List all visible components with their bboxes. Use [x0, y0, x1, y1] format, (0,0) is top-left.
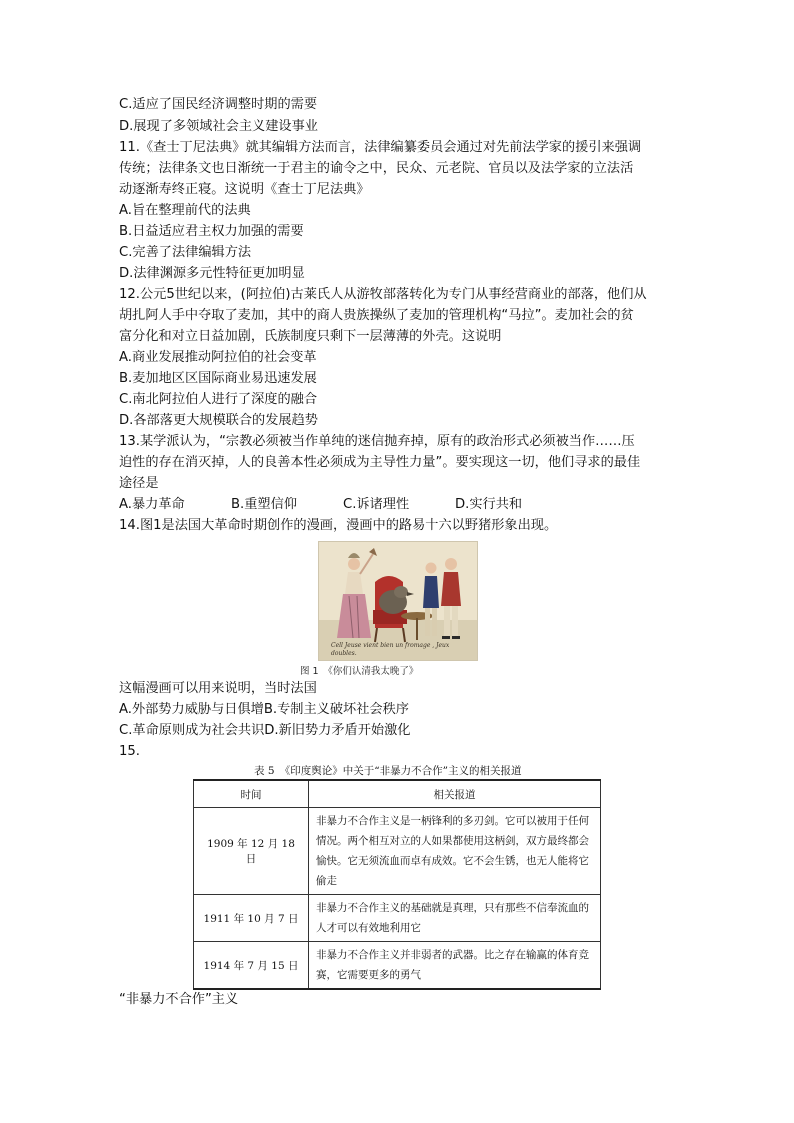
- q12-option-d: D.各部落更大规模联合的发展趋势: [119, 413, 318, 428]
- table-row: [194, 895, 601, 942]
- q15-number: 15.: [119, 744, 140, 759]
- q10-option-c: C.适应了国民经济调整时期的需要: [119, 97, 318, 112]
- cartoon-inscription: Cell Jeuse vient bien un fromage , Jeux doubles.: [331, 642, 450, 657]
- q14-stem-1: 14.图1是法国大革命时期创作的漫画，漫画中的路易十六以野猪形象出现。: [119, 518, 558, 533]
- q11-option-d: D.法律渊源多元性特征更加明显: [119, 266, 305, 281]
- q14-options-ab: A.外部势力威胁与日俱增B.专制主义破坏社会秩序: [119, 702, 409, 717]
- q13-stem-3: 途径是: [119, 476, 159, 491]
- q12-stem-1: 12.公元5世纪以来，(阿拉伯)古莱氏人从游牧部落转化为专门从事经营商业的部落，他们从: [119, 287, 647, 302]
- q10-option-d: D.展现了多领域社会主义建设事业: [119, 119, 318, 134]
- q11-option-c: C.完善了法律编辑方法: [119, 245, 252, 260]
- q12-option-a: A.商业发展推动阿拉伯的社会变革: [119, 350, 317, 365]
- table-row: [194, 942, 601, 990]
- q15-stem-tail: “非暴力不合作”主义: [119, 992, 239, 1007]
- q13-option-b: B.重塑信仰: [231, 497, 297, 512]
- row-date: 1911 年 10 月 7 日: [194, 895, 309, 942]
- table-title: 表 5 《印度舆论》中关于“非暴力不合作”主义的相关报道: [254, 765, 522, 777]
- q12-option-c: C.南北阿拉伯人进行了深度的融合: [119, 392, 318, 407]
- q13-stem-2: 迫性的存在消灭掉，人的良善本性必须成为主导性力量”。要实现这一切，他们寻求的最佳: [119, 455, 641, 470]
- q13-option-d: D.实行共和: [455, 497, 523, 512]
- q11-option-b: B.日益适应君主权力加强的需要: [119, 224, 304, 239]
- q12-stem-3: 富分化和对立日益加剧，氏族制度只剩下一层薄薄的外壳。这说明: [119, 329, 502, 344]
- row-text: 非暴力不合作主义并非弱者的武器。比之存在输赢的体育竞赛，它需要更多的勇气: [309, 942, 601, 990]
- q13-option-a: A.暴力革命: [119, 497, 185, 512]
- header-report: 相关报道: [309, 780, 601, 808]
- cartoon-figure: [318, 541, 478, 661]
- q13-option-c: C.诉诸理性: [343, 497, 410, 512]
- q11-stem-2: 传统；法律条文也日渐统一于君主的谕令之中，民众、元老院、官员以及法学家的立法活: [119, 161, 634, 176]
- q14-stem-2: 这幅漫画可以用来说明，当时法国: [119, 681, 317, 696]
- q13-stem-1: 13.某学派认为，“宗教必须被当作单纯的迷信抛弃掉，原有的政治形式必须被当作……压: [119, 434, 635, 449]
- row-text: 非暴力不合作主义的基础就是真理，只有那些不信奉流血的人才可以有效地利用它: [309, 895, 601, 942]
- table-header-row: [194, 780, 601, 808]
- row-text: 非暴力不合作主义是一柄锋利的多刃剑。它可以被用于任何情况。两个相互对立的人如果都使用这柄剑，双方最终都会愉快。它无须流血而卓有成效。它不会生锈，也无人能将它偷走: [309, 808, 601, 895]
- header-date: 时间: [194, 780, 309, 808]
- row-date: 1909 年 12 月 18 日: [194, 808, 309, 895]
- row-date: 1914 年 7 月 15 日: [194, 942, 309, 990]
- q12-stem-2: 胡扎阿人手中夺取了麦加，其中的商人贵族操纵了麦加的管理机构“马拉”。麦加社会的贫: [119, 308, 634, 323]
- figure-caption: 图 1 《你们认清我太晚了》: [300, 666, 419, 677]
- q13-options: [119, 495, 522, 515]
- q11-stem-1: 11.《查士丁尼法典》就其编辑方法而言，法律编纂委员会通过对先前法学家的援引来强调: [119, 140, 642, 155]
- table-row: [194, 808, 601, 895]
- q11-option-a: A.旨在整理前代的法典: [119, 203, 251, 218]
- q11-stem-3: 动逐渐寿终正寝。这说明《查士丁尼法典》: [119, 182, 370, 197]
- q12-option-b: B.麦加地区区国际商业易迅速发展: [119, 371, 317, 386]
- q14-options-cd: C.革命原则成为社会共识D.新旧势力矛盾开始激化: [119, 723, 411, 738]
- report-table: [193, 779, 601, 990]
